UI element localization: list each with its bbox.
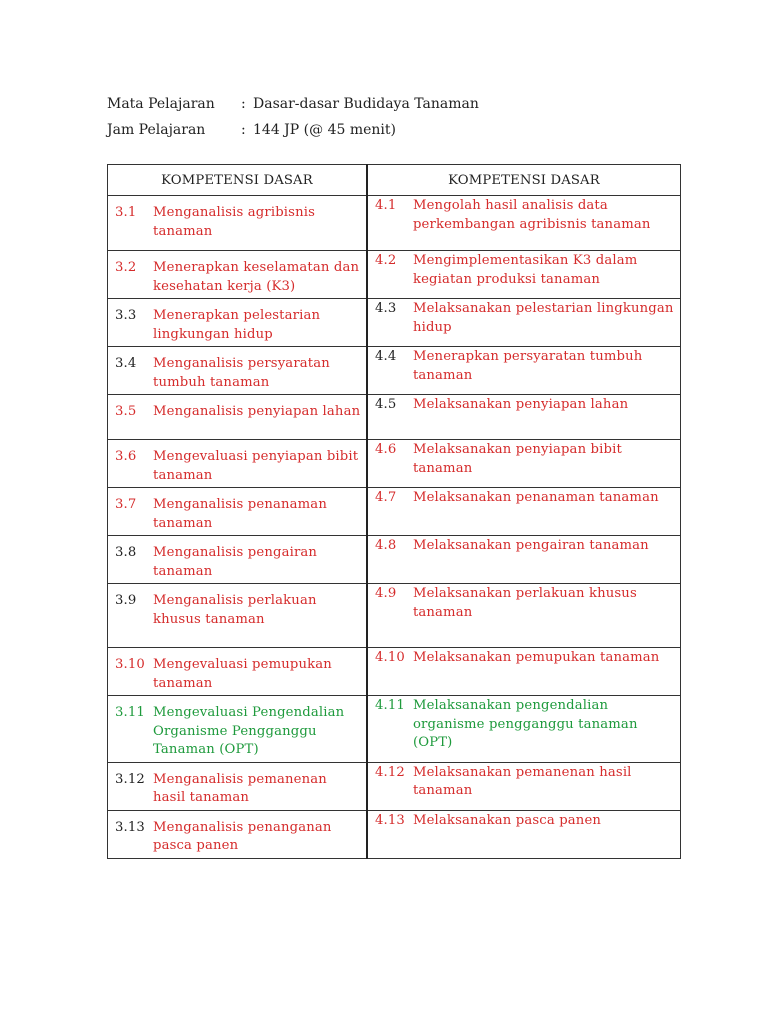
left-competency-cell bbox=[108, 696, 367, 763]
right-competency-cell bbox=[367, 762, 681, 810]
right-column-header: KOMPETENSI DASAR bbox=[367, 165, 681, 196]
left-competency-text: Menerapkan pelestarian lingkungan hidup bbox=[153, 308, 321, 342]
left-competency-cell bbox=[108, 536, 367, 584]
table-row bbox=[108, 251, 681, 299]
right-competency-cell bbox=[367, 810, 681, 858]
right-competency-cell bbox=[367, 536, 681, 584]
right-competency-number: 4.4 bbox=[374, 349, 397, 364]
right-competency-number: 4.2 bbox=[374, 253, 397, 268]
right-competency-number: 4.8 bbox=[374, 538, 397, 553]
left-competency-number: 3.12 bbox=[115, 771, 145, 787]
table-row bbox=[108, 440, 681, 488]
left-competency-cell bbox=[108, 251, 367, 299]
hours-separator: : bbox=[241, 122, 246, 138]
right-competency-cell bbox=[367, 488, 681, 536]
right-competency-text: Melaksanakan perlakuan khusus tanaman bbox=[412, 586, 637, 620]
left-competency-number: 3.8 bbox=[115, 545, 137, 560]
right-competency-text: Melaksanakan pengairan tanaman bbox=[412, 538, 649, 553]
left-competency-text: Menganalisis penyiapan lahan bbox=[153, 404, 361, 419]
right-competency-number: 4.6 bbox=[374, 442, 397, 457]
table-row bbox=[108, 347, 681, 395]
right-competency-number: 4.3 bbox=[374, 301, 397, 316]
left-competency-text: Menganalisis pengairan tanaman bbox=[153, 545, 318, 579]
table-row bbox=[108, 299, 681, 347]
right-competency-cell bbox=[367, 395, 681, 440]
right-competency-number: 4.10 bbox=[374, 650, 405, 665]
left-competency-number: 3.5 bbox=[115, 404, 137, 419]
left-competency-cell bbox=[108, 440, 367, 488]
left-competency-number: 3.2 bbox=[115, 260, 137, 275]
left-competency-cell bbox=[108, 648, 367, 696]
left-competency-cell bbox=[108, 347, 367, 395]
table-row bbox=[108, 648, 681, 696]
left-competency-text: Menganalisis pemanenan hasil tanaman bbox=[153, 771, 327, 805]
left-competency-number: 3.6 bbox=[115, 449, 137, 464]
right-competency-text: Melaksanakan penyiapan lahan bbox=[412, 397, 629, 412]
table-row bbox=[108, 395, 681, 440]
subject-row bbox=[107, 91, 479, 117]
right-competency-cell bbox=[367, 347, 681, 395]
left-competency-number: 3.7 bbox=[115, 497, 137, 512]
left-competency-text: Mengevaluasi penyiapan bibit tanaman bbox=[153, 449, 359, 483]
left-competency-text: Menganalisis persyaratan tumbuh tanaman bbox=[153, 356, 330, 390]
right-competency-text: Melaksanakan pengendalian organisme pengganggu tanaman (OPT) bbox=[412, 698, 638, 750]
right-competency-text: Melaksanakan pelestarian lingkungan hidup bbox=[412, 301, 674, 335]
table-row bbox=[108, 584, 681, 648]
right-competency-cell bbox=[367, 696, 681, 763]
left-competency-cell bbox=[108, 196, 367, 251]
left-competency-text: Menganalisis perlakuan khusus tanaman bbox=[153, 593, 317, 627]
right-competency-text: Melaksanakan pemupukan tanaman bbox=[412, 650, 660, 665]
document-header bbox=[107, 91, 479, 143]
table-row bbox=[108, 696, 681, 763]
left-competency-cell bbox=[108, 762, 367, 810]
right-competency-number: 4.13 bbox=[374, 812, 405, 828]
competency-table bbox=[107, 164, 681, 859]
right-competency-text: Melaksanakan penanaman tanaman bbox=[412, 490, 659, 505]
right-competency-cell bbox=[367, 196, 681, 251]
right-competency-cell bbox=[367, 584, 681, 648]
left-competency-cell bbox=[108, 584, 367, 648]
right-competency-text: Mengimplementasikan K3 dalam kegiatan produksi tanaman bbox=[412, 253, 638, 287]
left-competency-number: 3.3 bbox=[115, 308, 137, 323]
left-competency-text: Menganalisis agribisnis tanaman bbox=[153, 205, 316, 239]
right-competency-cell bbox=[367, 440, 681, 488]
hours-value: 144 JP (@ 45 menit) bbox=[253, 122, 396, 138]
table-row bbox=[108, 196, 681, 251]
left-competency-number: 3.9 bbox=[115, 593, 137, 608]
left-column-header: KOMPETENSI DASAR bbox=[108, 165, 367, 196]
table-body bbox=[108, 196, 681, 859]
left-competency-text: Menganalisis penanaman tanaman bbox=[153, 497, 327, 531]
right-competency-number: 4.5 bbox=[374, 397, 397, 412]
right-competency-text: Mengolah hasil analisis data perkembangan agribisnis tanaman bbox=[412, 198, 651, 232]
right-competency-number: 4.1 bbox=[374, 198, 397, 213]
right-competency-text: Menerapkan persyaratan tumbuh tanaman bbox=[412, 349, 643, 383]
left-competency-cell bbox=[108, 299, 367, 347]
left-competency-number: 3.10 bbox=[115, 657, 145, 672]
left-competency-cell bbox=[108, 810, 367, 858]
left-competency-number: 3.13 bbox=[115, 819, 145, 835]
hours-label: Jam Pelajaran bbox=[107, 122, 206, 138]
left-competency-number: 3.11 bbox=[115, 705, 145, 720]
left-competency-number: 3.1 bbox=[115, 205, 137, 220]
subject-separator: : bbox=[241, 96, 246, 112]
subject-value: Dasar-dasar Budidaya Tanaman bbox=[253, 96, 479, 112]
right-competency-cell bbox=[367, 299, 681, 347]
left-competency-cell bbox=[108, 488, 367, 536]
table-row bbox=[108, 488, 681, 536]
subject-label: Mata Pelajaran bbox=[107, 96, 215, 112]
left-competency-text: Menerapkan keselamatan dan kesehatan kerja (K3) bbox=[153, 260, 360, 294]
left-competency-cell bbox=[108, 395, 367, 440]
right-competency-cell bbox=[367, 648, 681, 696]
right-competency-number: 4.12 bbox=[374, 764, 405, 780]
left-competency-text: Mengevaluasi pemupukan tanaman bbox=[153, 657, 332, 691]
left-competency-number: 3.4 bbox=[115, 356, 137, 371]
right-competency-text: Melaksanakan pasca panen bbox=[412, 812, 602, 828]
hours-row bbox=[107, 117, 479, 143]
right-competency-number: 4.7 bbox=[374, 490, 397, 505]
right-competency-number: 4.9 bbox=[374, 586, 397, 601]
right-competency-number: 4.11 bbox=[374, 698, 405, 713]
left-competency-text: Menganalisis penanganan pasca panen bbox=[153, 819, 332, 853]
left-competency-text: Mengevaluasi Pengendalian Organisme Pengganggu Tanaman (OPT) bbox=[153, 705, 345, 757]
table-row bbox=[108, 762, 681, 810]
table-row bbox=[108, 810, 681, 858]
right-competency-text: Melaksanakan pemanenan hasil tanaman bbox=[412, 764, 632, 798]
table-row bbox=[108, 536, 681, 584]
table-header-row bbox=[108, 165, 681, 196]
right-competency-cell bbox=[367, 251, 681, 299]
right-competency-text: Melaksanakan penyiapan bibit tanaman bbox=[412, 442, 622, 476]
